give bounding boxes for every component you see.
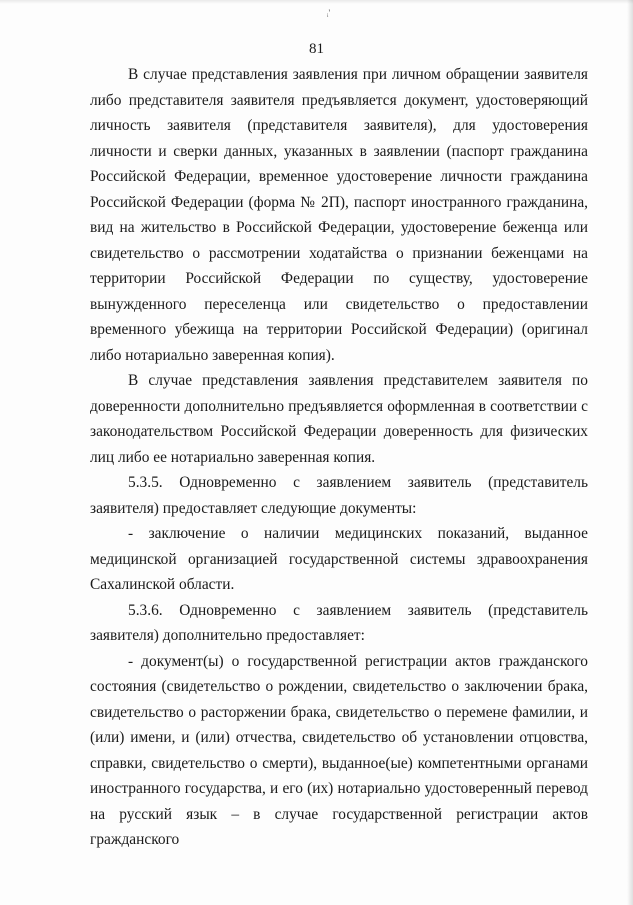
scan-edge-top bbox=[0, 0, 633, 4]
list-item-civil-status-documents: - документ(ы) о государственной регистрации актов гражданского состояния (свидетельство о рождении, свидетельство о заключении брака, свидетельство о расторжении брака, свидетельство о перемене фамилии, и (или) имени, и (или) отчества, свидетельство об установлении отцовства, справки, свидетельство о смерти), выданное(ые) компетентными органами иностранного государства, и его (их) нотариально удостоверенный перевод на русский язык – в случае государственной регистрации актов гражданского bbox=[90, 652, 588, 848]
paragraph-5-3-6: 5.3.6. Одновременно с заявлением заявитель (представитель заявителя) дополнительно предоставляет: bbox=[90, 601, 588, 644]
list-item-medical-conclusion: - заключение о наличии медицинских показаний, выданное медицинской организацией государственной системы здравоохранения Сахалинской области. bbox=[90, 525, 588, 593]
scan-mark: ᵢ' bbox=[327, 8, 331, 18]
document-body bbox=[90, 62, 588, 853]
paragraph-personal-appeal: В случае представления заявления при личном обращении заявителя либо представителя заявителя предъявляется документ, удостоверяющий личность заявителя (представителя заявителя), для удостоверения личности и сверки данных, указанных в заявлении (паспорт гражданина Российской Федерации, временное удостоверение личности гражданина Российской Федерации (форма № 2П), паспорт иностранного гражданина, вид на жительство в Российской Федерации, удостоверение беженца или свидетельство о рассмотрении ходатайства о признании беженцами на территории Российской Федерации по существу, удостоверение вынужденного переселенца или свидетельство о предоставлении временного убежища на территории Российской Федерации) (оригинал либо нотариально заверенная копия). bbox=[90, 66, 588, 364]
page-number: 81 bbox=[309, 41, 324, 57]
paragraph-5-3-5: 5.3.5. Одновременно с заявлением заявитель (представитель заявителя) предоставляет следующие документы: bbox=[90, 474, 588, 517]
paragraph-representative: В случае представления заявления представителем заявителя по доверенности дополнительно предъявляется оформленная в соответствии с законодательством Российской Федерации доверенность для физических лиц либо ее нотариально заверенная копия. bbox=[90, 372, 588, 466]
scan-edge-right bbox=[627, 0, 633, 905]
